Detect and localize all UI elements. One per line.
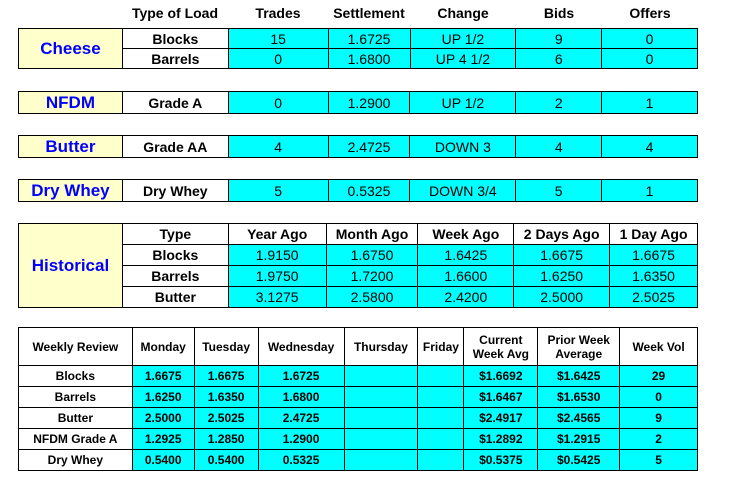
weekly-cell-prior: $1.6425	[538, 366, 620, 387]
weekly-cell-thu	[344, 429, 418, 450]
weekly-cell-mon: 2.5000	[132, 408, 194, 429]
drywhey-change: DOWN 3/4	[410, 180, 516, 202]
nfdm-settlement: 1.2900	[328, 92, 410, 114]
historical-cell: 1.6675	[610, 245, 698, 266]
cheese-blocks-offers: 0	[602, 29, 698, 49]
weekly-cell-wed: 1.6725	[258, 366, 344, 387]
weekly-header-prior-week-average	[538, 328, 620, 366]
weekly-header-current-line2: Week Avg	[472, 346, 529, 361]
historical-cell: 1.7200	[326, 266, 418, 287]
nfdm-type: Grade A	[122, 92, 228, 114]
drywhey-label: Dry Whey	[19, 180, 123, 202]
nfdm-trades: 0	[228, 92, 328, 114]
butter-offers: 4	[602, 136, 698, 158]
cheese-blocks-change: UP 1/2	[410, 29, 516, 49]
weekly-cell-vol: 29	[620, 366, 698, 387]
drywhey-bids: 5	[516, 180, 602, 202]
butter-label: Butter	[19, 136, 123, 158]
butter-bids: 4	[516, 136, 602, 158]
nfdm-bids: 2	[516, 92, 602, 114]
historical-cell: 2.5000	[514, 287, 610, 308]
weekly-cell-prior: $1.2915	[538, 429, 620, 450]
cheese-barrels-offers: 0	[602, 49, 698, 69]
weekly-cell-mon: 1.6675	[132, 366, 194, 387]
weekly-cell-tue: 1.6675	[194, 366, 258, 387]
historical-cell: 1.9150	[228, 245, 326, 266]
nfdm-offers: 1	[602, 92, 698, 114]
header-offers: Offers	[629, 5, 671, 21]
weekly-row-name: NFDM Grade A	[19, 429, 133, 450]
weekly-header-monday: Monday	[132, 328, 194, 366]
cheese-blocks-type: Blocks	[122, 29, 228, 49]
butter-trades: 4	[228, 136, 328, 158]
historical-cell: 1.6425	[418, 245, 514, 266]
weekly-cell-tue: 0.5400	[194, 450, 258, 471]
weekly-cell-vol: 5	[620, 450, 698, 471]
historical-cell: 1.6675	[514, 245, 610, 266]
historical-row-type: Barrels	[122, 266, 228, 287]
weekly-cell-vol: 9	[620, 408, 698, 429]
weekly-cell-current: $0.5375	[464, 450, 538, 471]
weekly-cell-thu	[344, 450, 418, 471]
nfdm-table	[18, 91, 698, 114]
weekly-cell-wed: 1.2900	[258, 429, 344, 450]
weekly-cell-current: $2.4917	[464, 408, 538, 429]
weekly-cell-mon: 1.6250	[132, 387, 194, 408]
weekly-cell-fri	[418, 408, 464, 429]
weekly-row-name: Blocks	[19, 366, 133, 387]
weekly-cell-current: $1.2892	[464, 429, 538, 450]
weekly-header-week-vol: Week Vol	[620, 328, 698, 366]
weekly-cell-mon: 1.2925	[132, 429, 194, 450]
historical-cell: 2.5800	[326, 287, 418, 308]
historical-cell: 1.6600	[418, 266, 514, 287]
weekly-header-current-line1: Current	[479, 332, 523, 347]
weekly-cell-tue: 2.5025	[194, 408, 258, 429]
weekly-header-prior-line1: Prior Week	[547, 332, 610, 347]
header-change: Change	[437, 5, 489, 21]
historical-cell: 1.6250	[514, 266, 610, 287]
historical-row-type: Butter	[122, 287, 228, 308]
butter-settlement: 2.4725	[328, 136, 410, 158]
cheese-blocks-bids: 9	[516, 29, 602, 49]
nfdm-label: NFDM	[19, 92, 123, 114]
cheese-blocks-trades: 15	[228, 29, 328, 49]
cheese-barrels-trades: 0	[228, 49, 328, 69]
weekly-row-name: Barrels	[19, 387, 133, 408]
weekly-cell-vol: 0	[620, 387, 698, 408]
cheese-barrels-settlement: 1.6800	[328, 49, 410, 69]
weekly-header-review: Weekly Review	[19, 328, 133, 366]
butter-change: DOWN 3	[410, 136, 516, 158]
historical-label: Historical	[19, 224, 123, 308]
historical-header-type: Type	[122, 224, 228, 245]
weekly-cell-current: $1.6467	[464, 387, 538, 408]
weekly-review-table	[18, 327, 698, 471]
historical-header-week-ago: Week Ago	[418, 224, 514, 245]
cheese-barrels-bids: 6	[516, 49, 602, 69]
weekly-cell-mon: 0.5400	[132, 450, 194, 471]
weekly-cell-fri	[418, 366, 464, 387]
weekly-cell-tue: 1.6350	[194, 387, 258, 408]
weekly-row-name: Dry Whey	[19, 450, 133, 471]
cheese-table	[18, 28, 698, 69]
weekly-header-tuesday: Tuesday	[194, 328, 258, 366]
weekly-cell-thu	[344, 366, 418, 387]
drywhey-trades: 5	[228, 180, 328, 202]
weekly-cell-prior: $0.5425	[538, 450, 620, 471]
historical-header-1-day-ago: 1 Day Ago	[610, 224, 698, 245]
weekly-header-friday: Friday	[418, 328, 464, 366]
historical-header-month-ago: Month Ago	[326, 224, 418, 245]
header-settlement: Settlement	[333, 5, 405, 21]
historical-cell: 2.4200	[418, 287, 514, 308]
weekly-header-current-week-avg	[464, 328, 538, 366]
historical-cell: 1.6750	[326, 245, 418, 266]
historical-row-type: Blocks	[122, 245, 228, 266]
weekly-cell-fri	[418, 387, 464, 408]
historical-header-year-ago: Year Ago	[228, 224, 326, 245]
historical-cell: 2.5025	[610, 287, 698, 308]
weekly-cell-vol: 2	[620, 429, 698, 450]
butter-table	[18, 135, 698, 158]
weekly-cell-fri	[418, 429, 464, 450]
drywhey-type: Dry Whey	[122, 180, 228, 202]
weekly-cell-prior: $1.6530	[538, 387, 620, 408]
drywhey-settlement: 0.5325	[328, 180, 410, 202]
weekly-header-wednesday: Wednesday	[258, 328, 344, 366]
cheese-blocks-settlement: 1.6725	[328, 29, 410, 49]
drywhey-table	[18, 179, 698, 202]
historical-table	[18, 223, 698, 308]
weekly-cell-prior: $2.4565	[538, 408, 620, 429]
weekly-header-thursday: Thursday	[344, 328, 418, 366]
historical-cell: 3.1275	[228, 287, 326, 308]
drywhey-offers: 1	[602, 180, 698, 202]
weekly-header-prior-line2: Average	[555, 346, 603, 361]
weekly-cell-tue: 1.2850	[194, 429, 258, 450]
historical-cell: 1.9750	[228, 266, 326, 287]
nfdm-change: UP 1/2	[410, 92, 516, 114]
cheese-barrels-type: Barrels	[122, 49, 228, 69]
weekly-row-name: Butter	[19, 408, 133, 429]
header-type-of-load: Type of Load	[131, 5, 219, 21]
weekly-cell-wed: 2.4725	[258, 408, 344, 429]
historical-cell: 1.6350	[610, 266, 698, 287]
weekly-cell-thu	[344, 387, 418, 408]
butter-type: Grade AA	[122, 136, 228, 158]
historical-header-2-days-ago: 2 Days Ago	[514, 224, 610, 245]
cheese-barrels-change: UP 4 1/2	[410, 49, 516, 69]
weekly-cell-current: $1.6692	[464, 366, 538, 387]
header-bids: Bids	[543, 5, 575, 21]
weekly-cell-thu	[344, 408, 418, 429]
cheese-label: Cheese	[19, 29, 123, 69]
header-trades: Trades	[255, 5, 301, 21]
weekly-cell-wed: 1.6800	[258, 387, 344, 408]
weekly-cell-fri	[418, 450, 464, 471]
weekly-cell-wed: 0.5325	[258, 450, 344, 471]
